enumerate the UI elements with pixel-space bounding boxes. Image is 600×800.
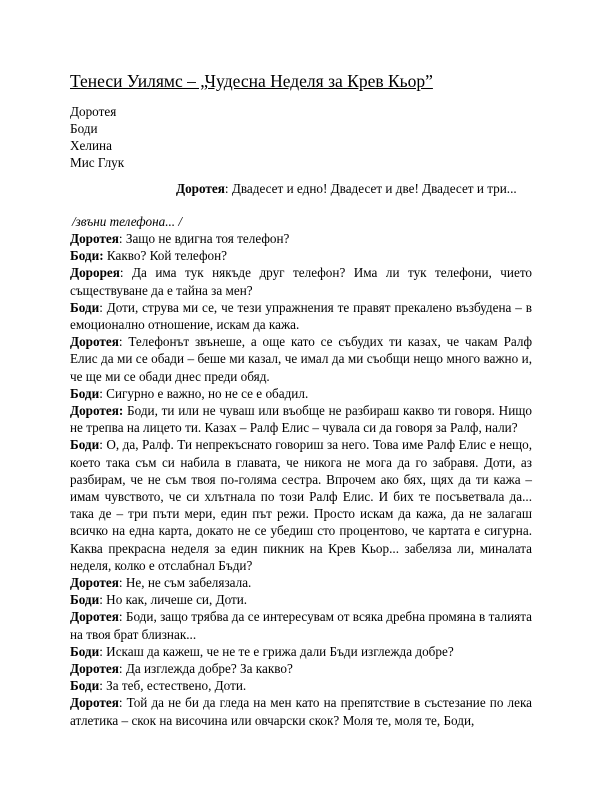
speaker-name: Дорорея bbox=[70, 265, 120, 281]
line-text: : Сигурно е важно, но не се е обадил. bbox=[99, 385, 309, 401]
dialogue-line bbox=[70, 643, 532, 660]
line-text: Какво? Кой телефон? bbox=[103, 248, 228, 264]
dialogue-line bbox=[70, 574, 532, 591]
dialogue-line bbox=[70, 591, 532, 608]
speaker-name: Боди: bbox=[70, 248, 104, 264]
speaker-name: Боди bbox=[70, 592, 100, 608]
dialogue-line bbox=[70, 264, 532, 298]
speaker-name: Боди bbox=[70, 678, 100, 694]
dialogue-line bbox=[70, 436, 532, 574]
line-text: : За теб, естествено, Доти. bbox=[99, 678, 247, 694]
line-text: : Но как, личеше си, Доти. bbox=[99, 592, 248, 608]
line-text: : О, да, Ралф. Ти непрекъснато говориш за него. Това име Ралф Елис е нещо, което така съм си набила в главата, че никога не мога да го забравя. Доти, аз разбирам, че не съм твоя по-голяма сестра. Впрочем ако бях, щях да ти кажа – имам чувството, че си хлътнала по този Ралф Елис. И бих те посъветвала да... така де – три пъти мери, един път режи. Просто искам да кажа, да не залагаш всичко на една карта, докато не се убедиш сто процентово, че картата е сигурна. Каква прекрасна неделя за един пикник на Крев Кьор... забеляза ли, миналата неделя, колко е отслабнал Бъди? bbox=[70, 437, 532, 573]
dialogue-line bbox=[70, 608, 532, 642]
speaker-name: Доротея bbox=[70, 334, 119, 350]
line-text: Боди, ти или не чуваш или въобще не разбираш какво ти говоря. Нищо не трепва на лицето ти. Казах – Ралф Елис – чувала си да говоря за Ралф, нали? bbox=[70, 403, 532, 436]
stage-direction: /звъни телефона... / bbox=[72, 214, 183, 229]
line-text: : Защо не вдигна тоя телефон? bbox=[118, 231, 290, 246]
line-text: : Искаш да кажеш, че не те е грижа дали Бъди изглежда добре? bbox=[99, 643, 454, 659]
speaker-name: Боди bbox=[70, 385, 100, 401]
speaker-name: Доротея bbox=[70, 661, 119, 677]
dialogue-line bbox=[70, 385, 532, 402]
cast-member: Боди bbox=[70, 121, 98, 136]
cast-member: Доротея bbox=[70, 104, 117, 119]
document-title: Тенеси Уилямс – „Чудесна Неделя за Крев Кьор” bbox=[70, 71, 433, 91]
speaker-name: Боди bbox=[70, 643, 100, 659]
speaker-name: Доротея bbox=[70, 695, 119, 711]
dialogue-line bbox=[70, 247, 532, 264]
cast-member: Хелина bbox=[70, 138, 112, 153]
line-text: : Телефонът звънеше, а още като се събудих ти казах, че чакам Ралф Елис да ми се обади – беше ми казал, че имал да ми съобщи нещо много важно и, че ще ми се обади днес преди обяд. bbox=[70, 334, 532, 384]
dialogue-line bbox=[70, 230, 532, 247]
dialogue-line bbox=[70, 299, 532, 333]
speaker-name: Боди bbox=[70, 437, 100, 453]
line-text: : Да има тук някъде друг телефон? Има ли тук телефони, чието съществуване да е тайна за мен? bbox=[70, 265, 532, 298]
dialogue-line bbox=[70, 333, 532, 385]
speaker-name: Доротея bbox=[70, 231, 119, 246]
dialogue-line bbox=[70, 677, 532, 694]
line-text: : Да изглежда добре? За какво? bbox=[118, 661, 293, 677]
line-text: : Той да не би да гледа на мен като на препятствие в състезание по лека атлетика – скок на височина или овчарски скок? Моля те, моля те, Боди, bbox=[70, 695, 532, 728]
dialogue-line bbox=[70, 694, 532, 728]
speaker-name: Боди bbox=[70, 299, 100, 315]
line-text: : Доти, струва ми се, че тези упражнения те правят прекалено възбудена – в емоционално отношение, искам да кажа. bbox=[70, 299, 532, 333]
line-text: : Боди, защо трябва да се интересувам от всяка дребна промяна в талията на твоя брат близнак... bbox=[70, 609, 532, 642]
line-text: : Двадесет и едно! Двадесет и две! Двадесет и три... bbox=[224, 181, 517, 196]
cast-member: Мис Глук bbox=[70, 155, 125, 170]
speaker-name: Доротея bbox=[70, 575, 119, 591]
dialogue-line bbox=[70, 402, 532, 436]
dialogue-line bbox=[70, 660, 532, 677]
dialogue bbox=[70, 230, 532, 729]
speaker-name: Доротея bbox=[176, 181, 225, 196]
line-text: : Не, не съм забелязала. bbox=[118, 575, 252, 591]
cast-list bbox=[70, 103, 124, 171]
speaker-name: Доротея bbox=[70, 609, 119, 625]
opening-line bbox=[176, 180, 517, 197]
speaker-name: Доротея: bbox=[70, 403, 124, 419]
